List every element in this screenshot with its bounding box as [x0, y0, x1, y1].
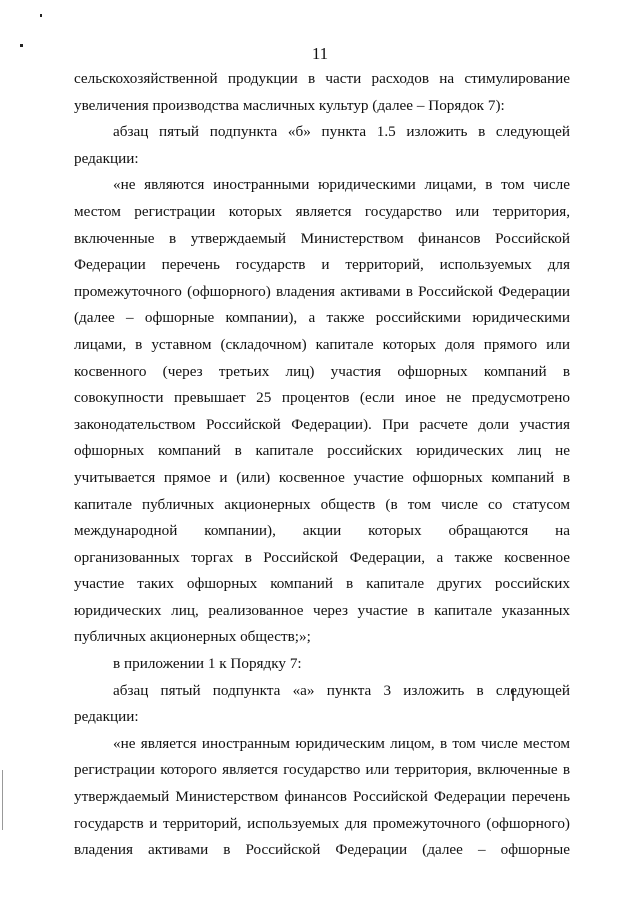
text-line: капитале публичных акционерных обществ (в том числе со статусом [74, 495, 570, 513]
text-line: редакции: [74, 708, 139, 726]
text-line: (далее – офшорные компании), а также российскими юридическими [74, 309, 570, 327]
text-line: промежуточного (офшорного) владения активами в Российской Федерации [74, 282, 570, 300]
scan-mark-top-1 [40, 14, 42, 17]
document-body [74, 66, 570, 864]
text-line: государств и территорий, используемых для промежуточного (офшорного) [74, 814, 570, 832]
text-line: «не являются иностранными юридическими лицами, в том числе [113, 176, 570, 194]
page-number: 11 [311, 44, 329, 63]
text-line: организованных торгах в Российской Федерации, а также косвенное [74, 548, 570, 566]
text-line: косвенного (через третьих лиц) участия офшорных компаний в [74, 362, 570, 380]
text-line: абзац пятый подпункта «б» пункта 1.5 изложить в следующей [113, 123, 570, 141]
text-line: учитывается прямое и (или) косвенное участие офшорных компаний в [74, 468, 570, 486]
text-line: участие таких офшорных компаний в капитале других российских [74, 575, 570, 593]
text-line: увеличения производства масличных культур (далее – Порядок 7): [74, 96, 505, 114]
text-line: владения активами в Российской Федерации (далее – офшорные [74, 841, 570, 859]
scan-mark-left-edge [2, 770, 3, 830]
text-line: редакции: [74, 149, 139, 167]
text-line: утверждаемый Министерством финансов Российской Федерации перечень [74, 788, 570, 806]
text-line: публичных акционерных обществ;»; [74, 628, 311, 646]
text-line: совокупности превышает 25 процентов (если иное не предусмотрено [74, 389, 570, 407]
text-line: лицами, в уставном (складочном) капитале которых доля прямого или [74, 335, 570, 353]
text-line: в приложении 1 к Порядку 7: [113, 655, 302, 673]
text-line: Федерации перечень государств и территорий, используемых для [74, 256, 570, 274]
text-line: местом регистрации которых является государство или территория, [74, 202, 570, 220]
text-line: офшорных компаний в капитале российских юридических лиц не [74, 442, 570, 460]
text-line: абзац пятый подпункта «а» пункта 3 изложить в следующей [113, 681, 570, 699]
text-line: включенные в утверждаемый Министерством финансов Российской [74, 229, 570, 247]
text-line: «не является иностранным юридическим лицом, в том числе местом [113, 734, 570, 752]
text-line: регистрации которого является государство или территория, включенные в [74, 761, 570, 779]
text-line: законодательством Российской Федерации). При расчете доли участия [74, 415, 570, 433]
text-line: юридических лиц, реализованное через участие в капитале указанных [74, 601, 570, 619]
text-line: сельскохозяйственной продукции в части расходов на стимулирование [74, 70, 570, 87]
text-line: международной компании), акции которых обращаются на [74, 522, 570, 540]
